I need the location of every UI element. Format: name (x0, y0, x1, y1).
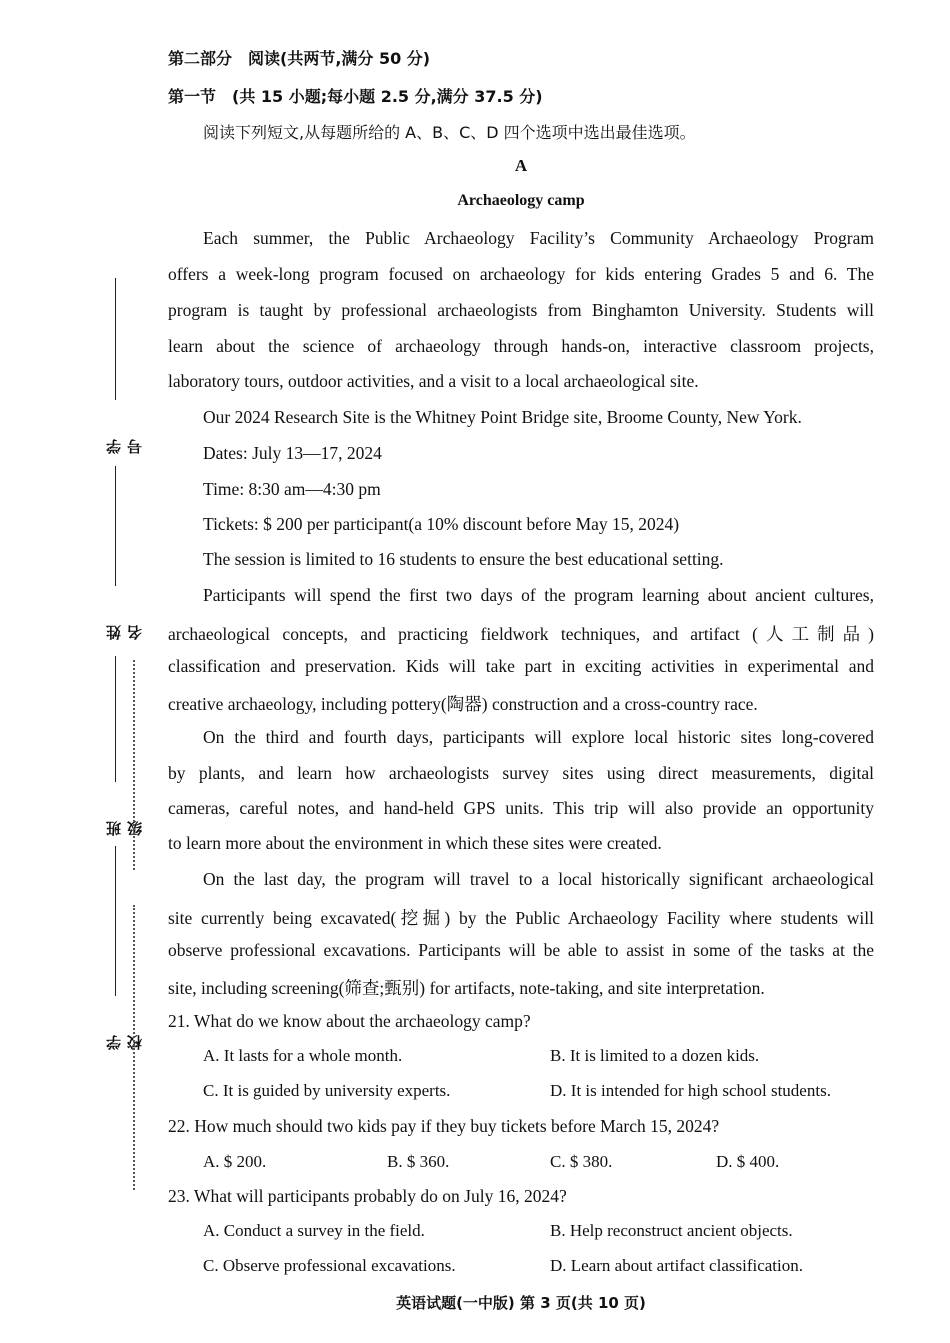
paragraph-line: site, including screening(筛查;甄别) for artifacts, note-taking, and site interpretation. (168, 978, 765, 998)
session-limit: The session is limited to 16 students to ensure the best educational setting. (203, 549, 724, 569)
binding-dotted-line (133, 660, 135, 870)
binding-dotted-line (133, 905, 135, 1190)
school-line (115, 846, 116, 996)
passage-title: Archaeology camp (457, 192, 585, 209)
paragraph-line: cameras, careful notes, and hand-held GPS units. This trip will also provide an opportunity (168, 798, 874, 818)
paragraph-line: Participants will spend the first two days of the program learning about ancient cultures, (203, 585, 874, 605)
question-23-option-d[interactable]: D. Learn about artifact classification. (550, 1256, 803, 1275)
question-21-option-c[interactable]: C. It is guided by university experts. (203, 1081, 451, 1100)
research-site: Our 2024 Research Site is the Whitney Point Bridge site, Broome County, New York. (203, 407, 802, 427)
name-line (115, 466, 116, 586)
class-line (115, 656, 116, 782)
paragraph-line: On the last day, the program will travel to a local historically significant archaeological (203, 869, 874, 889)
paragraph-line: observe professional excavations. Participants will be able to assist in some of the tasks at the (168, 940, 874, 960)
passage-letter: A (514, 156, 528, 175)
student-id-label: 学号 (105, 421, 144, 454)
paragraph-line: Each summer, the Public Archaeology Facility’s Community Archaeology Program (203, 228, 874, 248)
paragraph-line: creative archaeology, including pottery(陶器) construction and a cross-country race. (168, 694, 758, 714)
question-21-stem: 21. What do we know about the archaeology camp? (168, 1011, 531, 1031)
paragraph-line: laboratory tours, outdoor activities, and a visit to a local archaeological site. (168, 371, 699, 391)
question-21-option-a[interactable]: A. It lasts for a whole month. (203, 1046, 403, 1065)
paragraph-line: classification and preservation. Kids will take part in exciting activities in experimental and (168, 656, 874, 676)
question-23-stem: 23. What will participants probably do on July 16, 2024? (168, 1186, 567, 1206)
question-22-option-b[interactable]: B. $ 360. (387, 1152, 450, 1171)
part-heading: 第二部分 阅读(共两节,满分 50 分) (168, 49, 431, 68)
question-21-option-b[interactable]: B. It is limited to a dozen kids. (550, 1046, 760, 1065)
instruction: 阅读下列短文,从每题所给的 A、B、C、D 四个选项中选出最佳选项。 (203, 123, 696, 142)
paragraph-line: by plants, and learn how archaeologists survey sites using direct measurements, digital (168, 763, 874, 783)
question-23-option-b[interactable]: B. Help reconstruct ancient objects. (550, 1221, 793, 1240)
paragraph-line: program is taught by professional archaeologists from Binghamton University. Students will (168, 300, 874, 320)
question-22-option-c[interactable]: C. $ 380. (550, 1152, 613, 1171)
question-22-option-a[interactable]: A. $ 200. (203, 1152, 267, 1171)
tickets: Tickets: $ 200 per participant(a 10% discount before May 15, 2024) (203, 514, 680, 534)
paragraph-line: archaeological concepts, and practicing fieldwork techniques, and artifact (人工制品) (168, 624, 874, 644)
paragraph-line: offers a week-long program focused on archaeology for kids entering Grades 5 and 6. The (168, 264, 874, 284)
question-22-stem: 22. How much should two kids pay if they buy tickets before March 15, 2024? (168, 1116, 720, 1136)
question-21-option-d[interactable]: D. It is intended for high school students. (550, 1081, 831, 1100)
school-label: 学校 (105, 1017, 144, 1050)
student-id-line (115, 278, 116, 400)
time: Time: 8:30 am—4:30 pm (203, 479, 381, 499)
question-23-option-c[interactable]: C. Observe professional excavations. (203, 1256, 456, 1275)
question-22-option-d[interactable]: D. $ 400. (716, 1152, 780, 1171)
dates: Dates: July 13—17, 2024 (203, 443, 382, 463)
section-heading: 第一节 (共 15 小题;每小题 2.5 分,满分 37.5 分) (168, 87, 543, 106)
paragraph-line: On the third and fourth days, participants will explore local historic sites long-covered (203, 727, 874, 747)
page-footer: 英语试题(一中版) 第 3 页(共 10 页) (396, 1294, 646, 1312)
class-label: 班级 (105, 803, 144, 836)
question-23-option-a[interactable]: A. Conduct a survey in the field. (203, 1221, 425, 1240)
paragraph-line: to learn more about the environment in which these sites were created. (168, 833, 662, 853)
paragraph-line: learn about the science of archaeology through hands-on, interactive classroom projects, (168, 336, 874, 356)
paragraph-line: site currently being excavated(挖掘) by the Public Archaeology Facility where students will (168, 908, 874, 928)
name-label: 姓名 (105, 607, 144, 640)
